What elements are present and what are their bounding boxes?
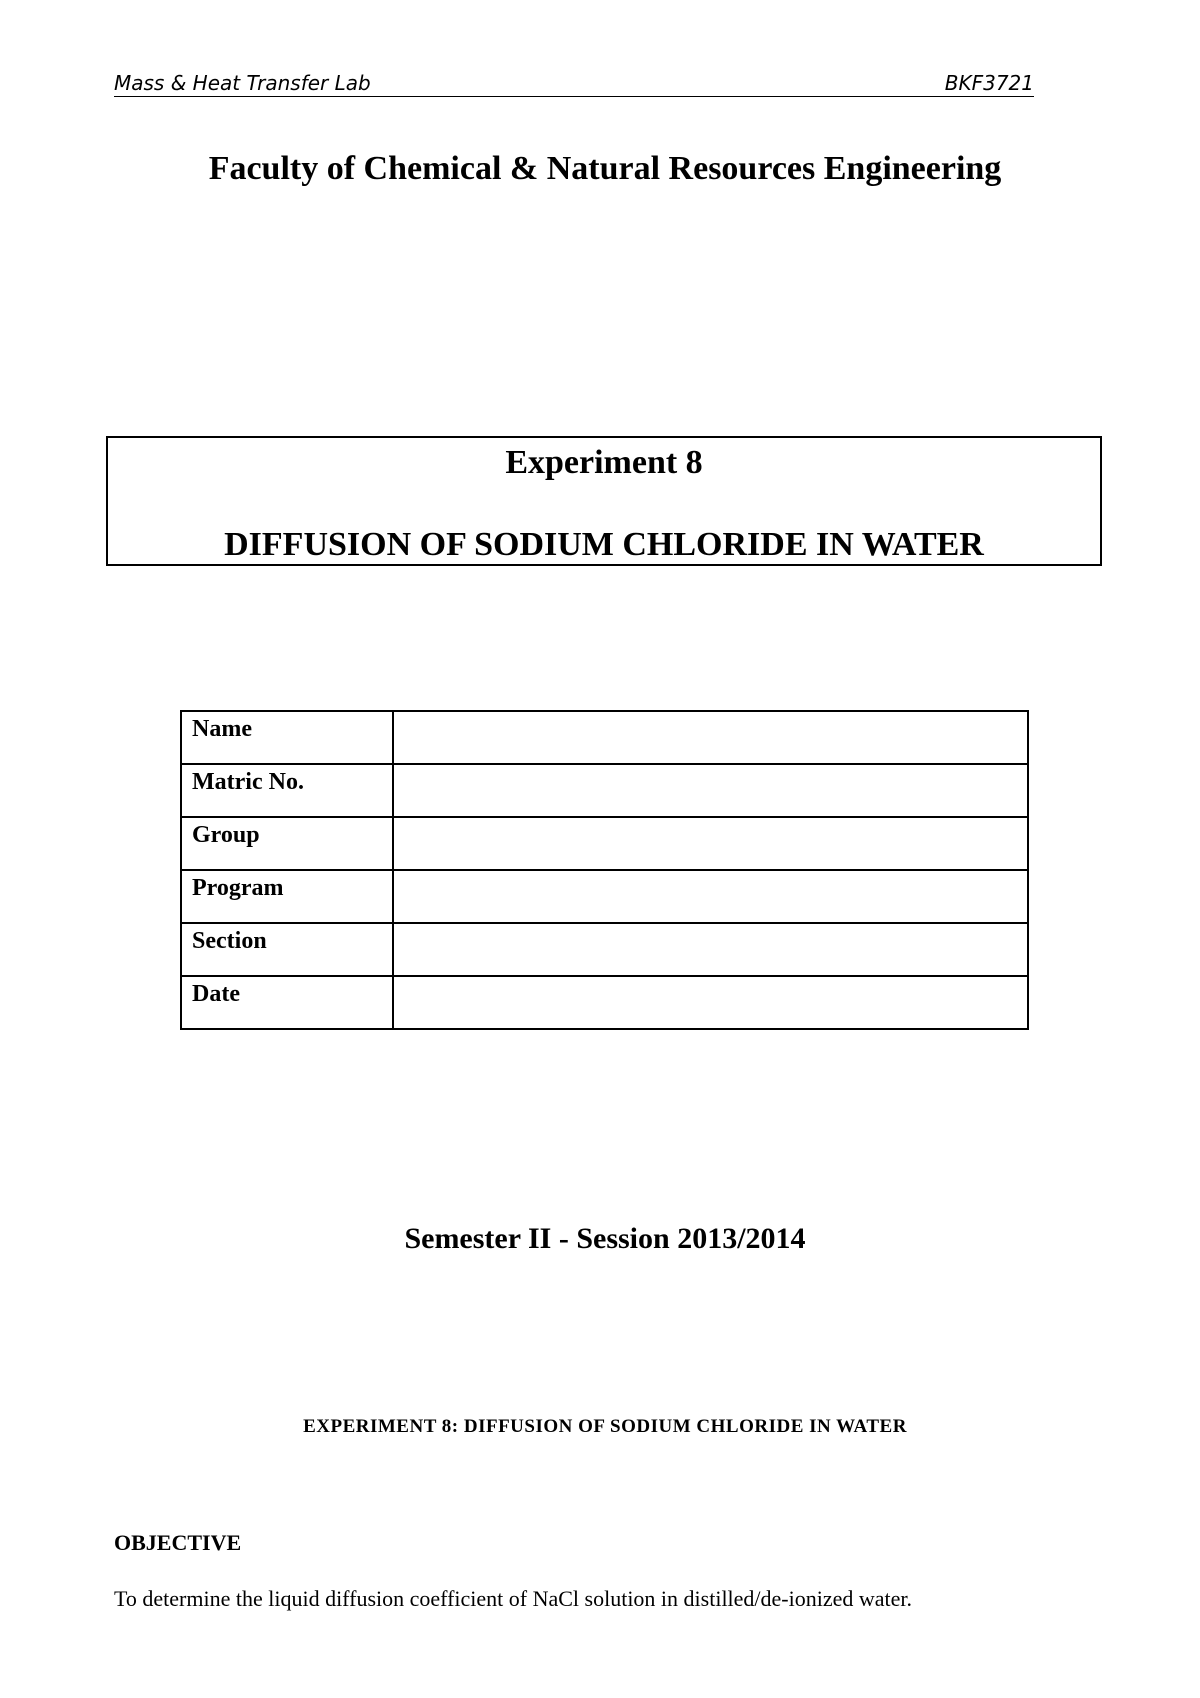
- section-label: Section: [181, 923, 393, 976]
- name-field[interactable]: [393, 711, 1028, 764]
- header-course-name: Mass & Heat Transfer Lab: [114, 71, 371, 95]
- faculty-title: Faculty of Chemical & Natural Resources Engineering: [208, 150, 1002, 187]
- table-row: [181, 976, 1028, 1029]
- name-label: Name: [181, 711, 393, 764]
- experiment-box: [106, 436, 1102, 566]
- table-row: [181, 817, 1028, 870]
- experiment-title: DIFFUSION OF SODIUM CHLORIDE IN WATER: [224, 526, 984, 563]
- objective-heading: OBJECTIVE: [114, 1530, 242, 1555]
- program-label: Program: [181, 870, 393, 923]
- table-row: [181, 923, 1028, 976]
- objective-text: To determine the liquid diffusion coefficient of NaCl solution in distilled/de-ionized water.: [114, 1586, 913, 1611]
- group-label: Group: [181, 817, 393, 870]
- group-field[interactable]: [393, 817, 1028, 870]
- table-row: [181, 711, 1028, 764]
- table-row: [181, 764, 1028, 817]
- page-header: [114, 70, 1034, 97]
- experiment-number: Experiment 8: [505, 444, 703, 481]
- date-label: Date: [181, 976, 393, 1029]
- matric-no-label: Matric No.: [181, 764, 393, 817]
- program-field[interactable]: [393, 870, 1028, 923]
- table-row: [181, 870, 1028, 923]
- semester-session: Semester II - Session 2013/2014: [404, 1222, 806, 1255]
- matric-no-field[interactable]: [393, 764, 1028, 817]
- header-course-code: BKF3721: [944, 71, 1034, 95]
- experiment-heading: EXPERIMENT 8: DIFFUSION OF SODIUM CHLORIDE IN WATER: [303, 1416, 907, 1437]
- date-field[interactable]: [393, 976, 1028, 1029]
- section-field[interactable]: [393, 923, 1028, 976]
- student-info-table: [180, 710, 1029, 1030]
